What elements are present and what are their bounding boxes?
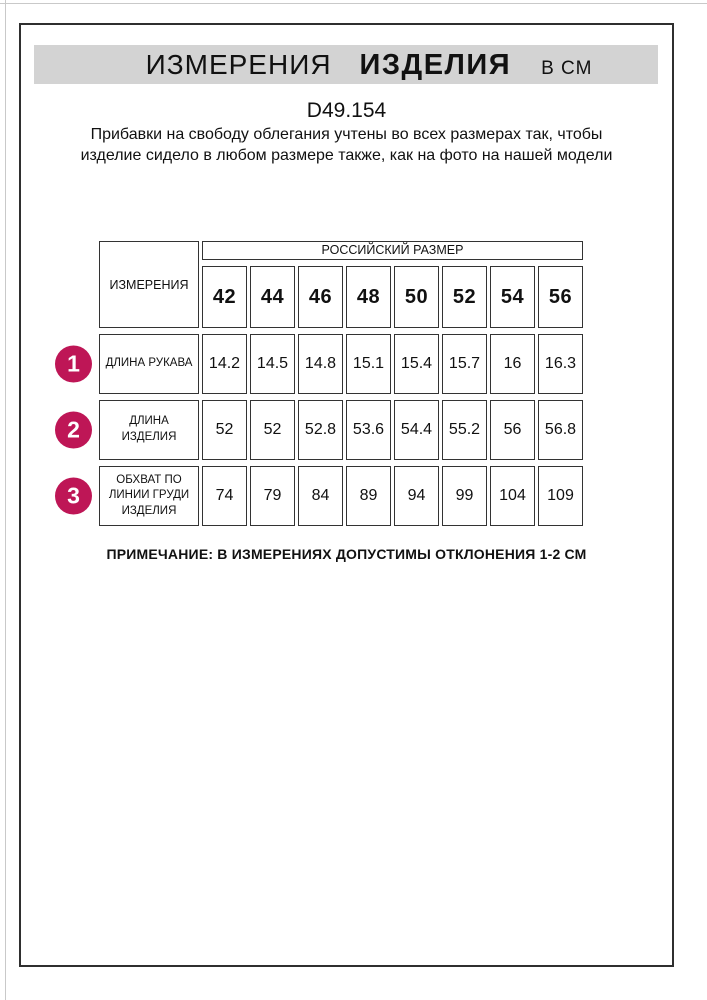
value-cell: 109 (538, 466, 583, 526)
value-cell: 54.4 (394, 400, 439, 460)
size-header-50: 50 (394, 266, 439, 328)
row-label-cell (67, 334, 199, 394)
size-header-42: 42 (202, 266, 247, 328)
table-row (99, 334, 583, 394)
row-number-badge: 1 (55, 346, 92, 383)
value-cell: 56.8 (538, 400, 583, 460)
row-label-text: ОБХВАТ ПО ЛИНИИ ГРУДИ ИЗДЕЛИЯ (108, 473, 190, 517)
size-header-46: 46 (298, 266, 343, 328)
group-header-row (99, 241, 583, 260)
value-cell: 14.2 (202, 334, 247, 394)
size-table (67, 235, 586, 532)
value-cell: 15.7 (442, 334, 487, 394)
column-group-russian-size: РОССИЙСКИЙ РАЗМЕР (202, 241, 583, 260)
value-cell: 52 (250, 400, 295, 460)
page-title-units: В СМ (541, 58, 593, 79)
row-label-cell (67, 400, 199, 460)
value-cell: 16 (490, 334, 535, 394)
value-cell: 99 (442, 466, 487, 526)
value-cell: 15.4 (394, 334, 439, 394)
table-row (99, 400, 583, 460)
scan-artifact-left-line (5, 0, 6, 1000)
row-label-text: ДЛИНА РУКАВА (105, 357, 193, 370)
size-header-44: 44 (250, 266, 295, 328)
value-cell: 16.3 (538, 334, 583, 394)
size-header-56: 56 (538, 266, 583, 328)
row-label-text: ДЛИНА ИЗДЕЛИЯ (121, 415, 177, 443)
table-row (99, 466, 583, 526)
size-header-48: 48 (346, 266, 391, 328)
size-table-wrap (67, 235, 586, 532)
row-label-cell (67, 466, 199, 526)
value-cell: 14.8 (298, 334, 343, 394)
value-cell: 94 (394, 466, 439, 526)
model-code: D49.154 (306, 99, 387, 122)
value-cell: 89 (346, 466, 391, 526)
value-cell: 74 (202, 466, 247, 526)
column-header-measurements: ИЗМЕРЕНИЯ (99, 241, 199, 328)
tolerance-note: ПРИМЕЧАНИЕ: В ИЗМЕРЕНИЯХ ДОПУСТИМЫ ОТКЛОНЕНИЯ 1-2 СМ (106, 546, 587, 562)
value-cell: 14.5 (250, 334, 295, 394)
value-cell: 79 (250, 466, 295, 526)
value-cell: 56 (490, 400, 535, 460)
row-number-badge: 3 (55, 478, 92, 515)
page-border-frame (19, 23, 674, 967)
value-cell: 55.2 (442, 400, 487, 460)
value-cell: 52.8 (298, 400, 343, 460)
value-cell: 53.6 (346, 400, 391, 460)
value-cell: 84 (298, 466, 343, 526)
row-number-badge: 2 (55, 412, 92, 449)
size-header-52: 52 (442, 266, 487, 328)
value-cell: 15.1 (346, 334, 391, 394)
size-header-54: 54 (490, 266, 535, 328)
scan-artifact-top-line (0, 3, 707, 4)
value-cell: 104 (490, 466, 535, 526)
value-cell: 52 (202, 400, 247, 460)
title-band (34, 45, 658, 84)
page-title-product: ИЗДЕЛИЯ (359, 49, 512, 81)
fit-description: Прибавки на свободу облегания учтены во всех размерах так, чтобы изделие сидело в любом размере также, как на фото на нашей модели (80, 126, 613, 164)
page-title-measurements: ИЗМЕРЕНИЯ (145, 49, 332, 80)
